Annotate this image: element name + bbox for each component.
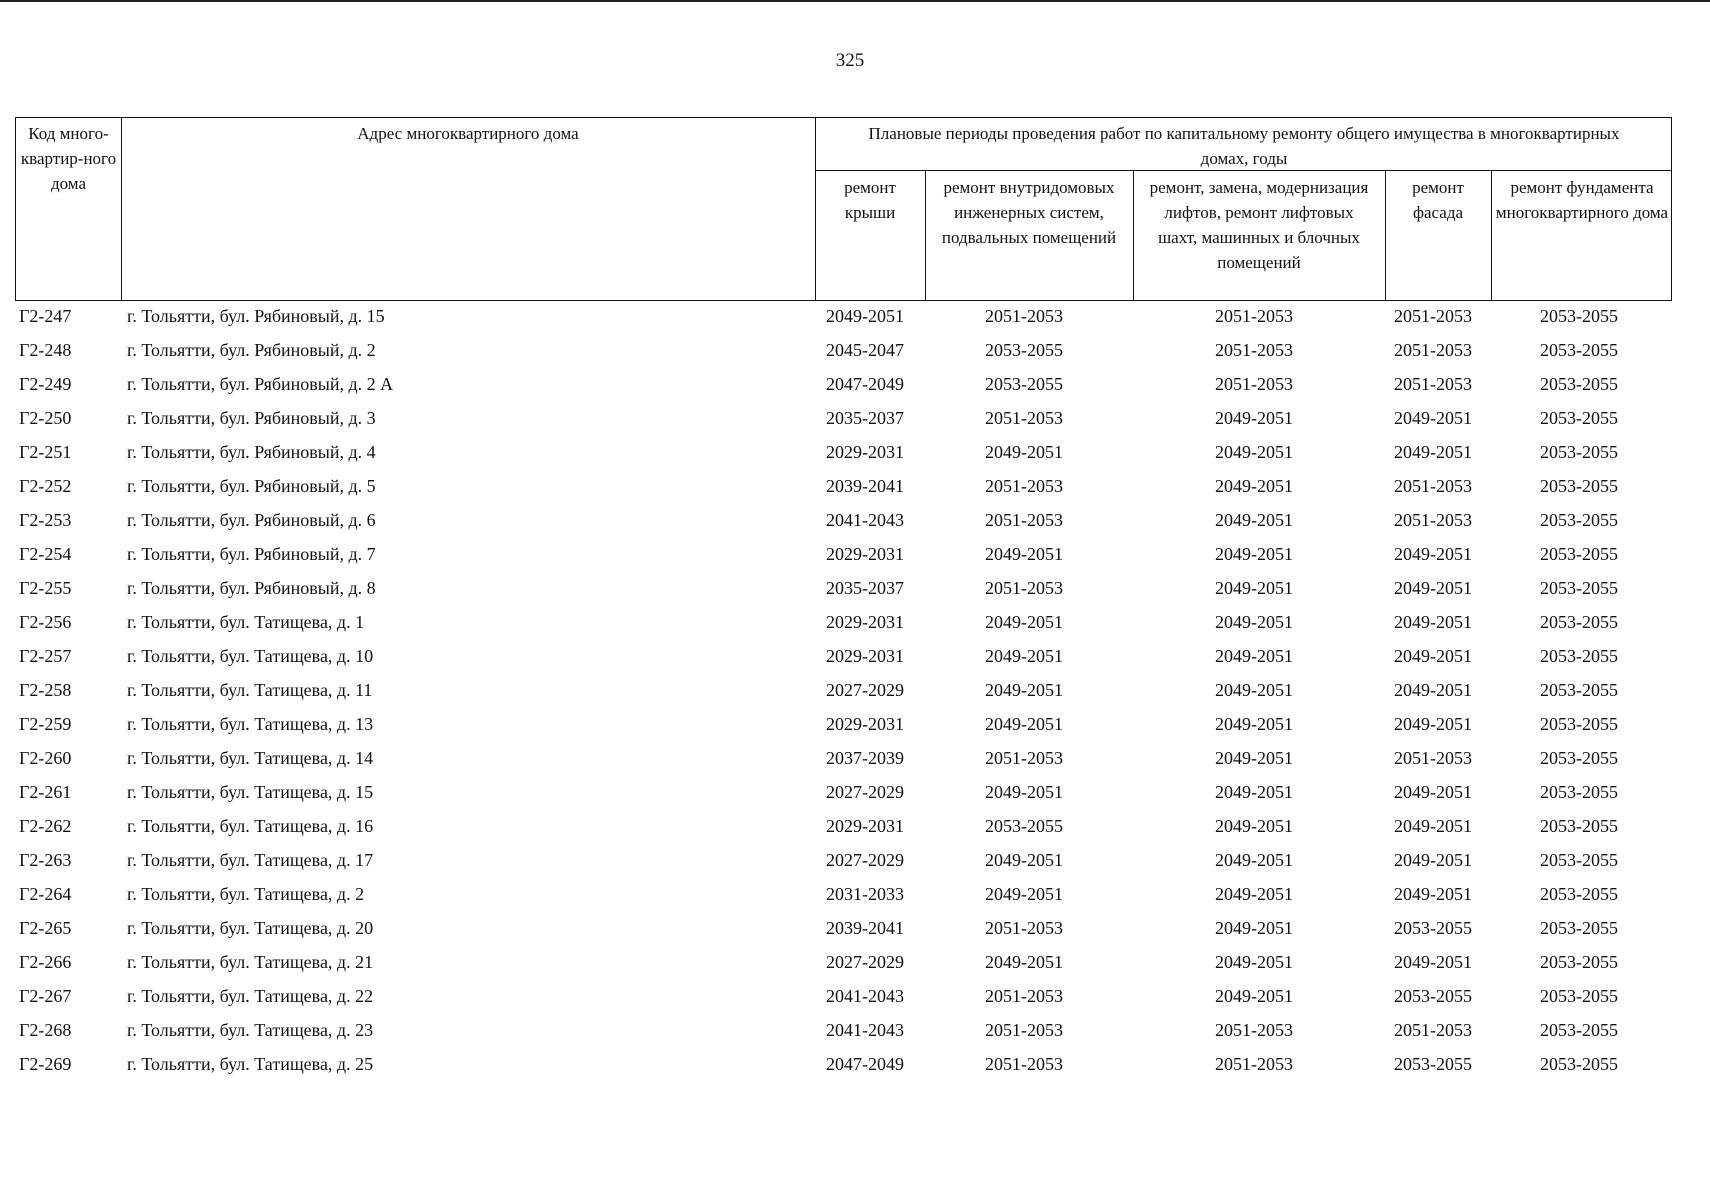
table-row [15, 945, 1672, 979]
cell-lifts: 2049-2051 [1215, 476, 1293, 496]
cell-address: г. Тольятти, бул. Татищева, д. 15 [127, 782, 374, 802]
cell-engineering: 2051-2053 [985, 476, 1063, 496]
cell-facade: 2049-2051 [1394, 884, 1472, 904]
cell-foundation: 2053-2055 [1540, 544, 1618, 564]
cell-address: г. Тольятти, бул. Рябиновый, д. 15 [127, 306, 385, 326]
cell-address: г. Тольятти, бул. Татищева, д. 17 [127, 850, 374, 870]
cell-lifts: 2049-2051 [1215, 884, 1293, 904]
cell-code: Г2-261 [19, 782, 72, 802]
cell-engineering: 2051-2053 [985, 510, 1063, 530]
cell-engineering: 2049-2051 [985, 442, 1063, 462]
table-row [15, 537, 1672, 571]
cell-foundation: 2053-2055 [1540, 884, 1618, 904]
table-row [15, 707, 1672, 741]
cell-roof: 2037-2039 [826, 748, 904, 768]
cell-facade: 2051-2053 [1394, 306, 1472, 326]
cell-engineering: 2051-2053 [985, 408, 1063, 428]
cell-engineering: 2051-2053 [985, 1020, 1063, 1040]
cell-roof: 2041-2043 [826, 1020, 904, 1040]
cell-address: г. Тольятти, бул. Рябиновый, д. 2 [127, 340, 376, 360]
cell-code: Г2-247 [19, 306, 72, 326]
cell-facade: 2049-2051 [1394, 408, 1472, 428]
cell-facade: 2049-2051 [1394, 612, 1472, 632]
cell-address: г. Тольятти, бул. Татищева, д. 14 [127, 748, 374, 768]
cell-code: Г2-253 [19, 510, 72, 530]
cell-lifts: 2051-2053 [1215, 340, 1293, 360]
table-row [15, 979, 1672, 1013]
cell-facade: 2053-2055 [1394, 986, 1472, 1006]
cell-foundation: 2053-2055 [1540, 680, 1618, 700]
cell-code: Г2-268 [19, 1020, 72, 1040]
cell-lifts: 2049-2051 [1215, 918, 1293, 938]
cell-lifts: 2049-2051 [1215, 510, 1293, 530]
cell-code: Г2-258 [19, 680, 72, 700]
cell-foundation: 2053-2055 [1540, 1054, 1618, 1074]
cell-roof: 2031-2033 [826, 884, 904, 904]
table-row [15, 877, 1672, 911]
table-row [15, 435, 1672, 469]
cell-facade: 2053-2055 [1394, 1054, 1472, 1074]
table-row [15, 605, 1672, 639]
table-row [15, 401, 1672, 435]
table-body [15, 299, 1672, 1081]
cell-foundation: 2053-2055 [1540, 340, 1618, 360]
cell-address: г. Тольятти, бул. Рябиновый, д. 4 [127, 442, 376, 462]
table-row [15, 673, 1672, 707]
cell-facade: 2049-2051 [1394, 544, 1472, 564]
cell-address: г. Тольятти, бул. Рябиновый, д. 3 [127, 408, 376, 428]
cell-facade: 2049-2051 [1394, 952, 1472, 972]
cell-roof: 2029-2031 [826, 816, 904, 836]
cell-facade: 2051-2053 [1394, 476, 1472, 496]
cell-roof: 2029-2031 [826, 714, 904, 734]
cell-foundation: 2053-2055 [1540, 442, 1618, 462]
table-row [15, 639, 1672, 673]
cell-foundation: 2053-2055 [1540, 1020, 1618, 1040]
cell-engineering: 2049-2051 [985, 952, 1063, 972]
cell-address: г. Тольятти, бул. Рябиновый, д. 6 [127, 510, 376, 530]
table-row [15, 367, 1672, 401]
cell-facade: 2051-2053 [1394, 1020, 1472, 1040]
header-lifts: ремонт, замена, модернизация лифтов, ремонт лифтовых шахт, машинных и блочных помещений [1149, 178, 1369, 272]
cell-code: Г2-262 [19, 816, 72, 836]
page-number: 325 [835, 50, 865, 71]
cell-facade: 2049-2051 [1394, 816, 1472, 836]
cell-address: г. Тольятти, бул. Татищева, д. 20 [127, 918, 374, 938]
cell-lifts: 2049-2051 [1215, 442, 1293, 462]
cell-foundation: 2053-2055 [1540, 408, 1618, 428]
cell-address: г. Тольятти, бул. Татищева, д. 10 [127, 646, 374, 666]
cell-lifts: 2049-2051 [1215, 646, 1293, 666]
cell-engineering: 2049-2051 [985, 782, 1063, 802]
cell-address: г. Тольятти, бул. Татищева, д. 13 [127, 714, 374, 734]
cell-address: г. Тольятти, бул. Рябиновый, д. 5 [127, 476, 376, 496]
cell-roof: 2047-2049 [826, 1054, 904, 1074]
cell-roof: 2047-2049 [826, 374, 904, 394]
cell-facade: 2051-2053 [1394, 748, 1472, 768]
cell-address: г. Тольятти, бул. Татищева, д. 25 [127, 1054, 374, 1074]
table-row [15, 1013, 1672, 1047]
cell-code: Г2-249 [19, 374, 72, 394]
cell-facade: 2049-2051 [1394, 850, 1472, 870]
cell-foundation: 2053-2055 [1540, 816, 1618, 836]
table-row [15, 503, 1672, 537]
cell-foundation: 2053-2055 [1540, 986, 1618, 1006]
cell-facade: 2049-2051 [1394, 442, 1472, 462]
cell-foundation: 2053-2055 [1540, 510, 1618, 530]
cell-foundation: 2053-2055 [1540, 748, 1618, 768]
cell-address: г. Тольятти, бул. Татищева, д. 2 [127, 884, 365, 904]
cell-foundation: 2053-2055 [1540, 612, 1618, 632]
header-facade: ремонт фасада [1412, 178, 1464, 222]
cell-roof: 2029-2031 [826, 612, 904, 632]
cell-code: Г2-252 [19, 476, 72, 496]
cell-lifts: 2049-2051 [1215, 408, 1293, 428]
cell-address: г. Тольятти, бул. Татищева, д. 22 [127, 986, 374, 1006]
cell-code: Г2-251 [19, 442, 72, 462]
cell-code: Г2-265 [19, 918, 72, 938]
cell-lifts: 2051-2053 [1215, 306, 1293, 326]
table-row [15, 843, 1672, 877]
cell-roof: 2035-2037 [826, 408, 904, 428]
cell-foundation: 2053-2055 [1540, 476, 1618, 496]
cell-address: г. Тольятти, бул. Татищева, д. 23 [127, 1020, 374, 1040]
cell-foundation: 2053-2055 [1540, 578, 1618, 598]
cell-facade: 2053-2055 [1394, 918, 1472, 938]
cell-facade: 2051-2053 [1394, 510, 1472, 530]
cell-engineering: 2049-2051 [985, 884, 1063, 904]
cell-facade: 2051-2053 [1394, 340, 1472, 360]
cell-lifts: 2051-2053 [1215, 1054, 1293, 1074]
table-row [15, 333, 1672, 367]
cell-engineering: 2051-2053 [985, 1054, 1063, 1074]
cell-lifts: 2049-2051 [1215, 782, 1293, 802]
cell-roof: 2027-2029 [826, 952, 904, 972]
cell-code: Г2-259 [19, 714, 72, 734]
cell-roof: 2029-2031 [826, 646, 904, 666]
header-periods-group: Плановые периоды проведения работ по капитальному ремонту общего имущества в многоквартирных домах, годы [868, 124, 1620, 168]
table-row [15, 809, 1672, 843]
cell-foundation: 2053-2055 [1540, 850, 1618, 870]
cell-roof: 2039-2041 [826, 918, 904, 938]
cell-facade: 2049-2051 [1394, 782, 1472, 802]
cell-code: Г2-250 [19, 408, 72, 428]
cell-roof: 2027-2029 [826, 850, 904, 870]
cell-address: г. Тольятти, бул. Татищева, д. 11 [127, 680, 373, 700]
cell-roof: 2029-2031 [826, 442, 904, 462]
cell-roof: 2029-2031 [826, 544, 904, 564]
cell-facade: 2049-2051 [1394, 646, 1472, 666]
cell-engineering: 2051-2053 [985, 306, 1063, 326]
cell-engineering: 2049-2051 [985, 714, 1063, 734]
cell-lifts: 2051-2053 [1215, 1020, 1293, 1040]
cell-engineering: 2051-2053 [985, 918, 1063, 938]
cell-engineering: 2051-2053 [985, 748, 1063, 768]
cell-code: Г2-266 [19, 952, 72, 972]
cell-facade: 2049-2051 [1394, 714, 1472, 734]
header-engineering: ремонт внутридомовых инженерных систем, подвальных помещений [941, 178, 1117, 247]
cell-code: Г2-260 [19, 748, 72, 768]
cell-roof: 2027-2029 [826, 680, 904, 700]
cell-facade: 2049-2051 [1394, 680, 1472, 700]
cell-address: г. Тольятти, бул. Рябиновый, д. 8 [127, 578, 376, 598]
cell-foundation: 2053-2055 [1540, 952, 1618, 972]
cell-code: Г2-267 [19, 986, 72, 1006]
cell-lifts: 2049-2051 [1215, 816, 1293, 836]
cell-roof: 2045-2047 [826, 340, 904, 360]
cell-address: г. Тольятти, бул. Татищева, д. 1 [127, 612, 365, 632]
cell-engineering: 2049-2051 [985, 680, 1063, 700]
header-address: Адрес многоквартирного дома [357, 124, 579, 143]
cell-lifts: 2049-2051 [1215, 578, 1293, 598]
cell-engineering: 2053-2055 [985, 340, 1063, 360]
table-row [15, 1047, 1672, 1081]
cell-engineering: 2051-2053 [985, 578, 1063, 598]
cell-address: г. Тольятти, бул. Рябиновый, д. 2 А [127, 374, 394, 394]
cell-lifts: 2049-2051 [1215, 850, 1293, 870]
top-rule [0, 0, 1710, 2]
cell-engineering: 2049-2051 [985, 646, 1063, 666]
cell-engineering: 2053-2055 [985, 816, 1063, 836]
header-foundation: ремонт фундамента многоквартирного дома [1495, 178, 1669, 222]
cell-code: Г2-257 [19, 646, 72, 666]
cell-facade: 2051-2053 [1394, 374, 1472, 394]
cell-foundation: 2053-2055 [1540, 306, 1618, 326]
header-code: Код много-квартир-ного дома [20, 124, 117, 193]
cell-address: г. Тольятти, бул. Татищева, д. 16 [127, 816, 374, 836]
cell-lifts: 2049-2051 [1215, 680, 1293, 700]
cell-engineering: 2049-2051 [985, 612, 1063, 632]
table-row [15, 469, 1672, 503]
cell-lifts: 2049-2051 [1215, 714, 1293, 734]
cell-roof: 2041-2043 [826, 986, 904, 1006]
cell-engineering: 2053-2055 [985, 374, 1063, 394]
cell-foundation: 2053-2055 [1540, 646, 1618, 666]
cell-lifts: 2049-2051 [1215, 748, 1293, 768]
cell-foundation: 2053-2055 [1540, 714, 1618, 734]
cell-roof: 2039-2041 [826, 476, 904, 496]
cell-roof: 2049-2051 [826, 306, 904, 326]
header-roof: ремонт крыши [844, 178, 896, 222]
table-header [15, 117, 1672, 301]
table-row [15, 299, 1672, 333]
cell-lifts: 2049-2051 [1215, 986, 1293, 1006]
cell-engineering: 2049-2051 [985, 544, 1063, 564]
cell-lifts: 2049-2051 [1215, 952, 1293, 972]
cell-code: Г2-269 [19, 1054, 72, 1074]
cell-roof: 2035-2037 [826, 578, 904, 598]
cell-engineering: 2051-2053 [985, 986, 1063, 1006]
cell-lifts: 2049-2051 [1215, 544, 1293, 564]
table-row [15, 571, 1672, 605]
cell-code: Г2-263 [19, 850, 72, 870]
cell-code: Г2-248 [19, 340, 72, 360]
table-row [15, 741, 1672, 775]
table-row [15, 775, 1672, 809]
cell-address: г. Тольятти, бул. Рябиновый, д. 7 [127, 544, 376, 564]
cell-roof: 2027-2029 [826, 782, 904, 802]
cell-foundation: 2053-2055 [1540, 782, 1618, 802]
cell-lifts: 2051-2053 [1215, 374, 1293, 394]
table-row [15, 911, 1672, 945]
cell-engineering: 2049-2051 [985, 850, 1063, 870]
cell-foundation: 2053-2055 [1540, 918, 1618, 938]
cell-code: Г2-256 [19, 612, 72, 632]
cell-facade: 2049-2051 [1394, 578, 1472, 598]
cell-roof: 2041-2043 [826, 510, 904, 530]
cell-code: Г2-255 [19, 578, 72, 598]
cell-foundation: 2053-2055 [1540, 374, 1618, 394]
cell-address: г. Тольятти, бул. Татищева, д. 21 [127, 952, 374, 972]
cell-lifts: 2049-2051 [1215, 612, 1293, 632]
cell-code: Г2-254 [19, 544, 72, 564]
cell-code: Г2-264 [19, 884, 72, 904]
